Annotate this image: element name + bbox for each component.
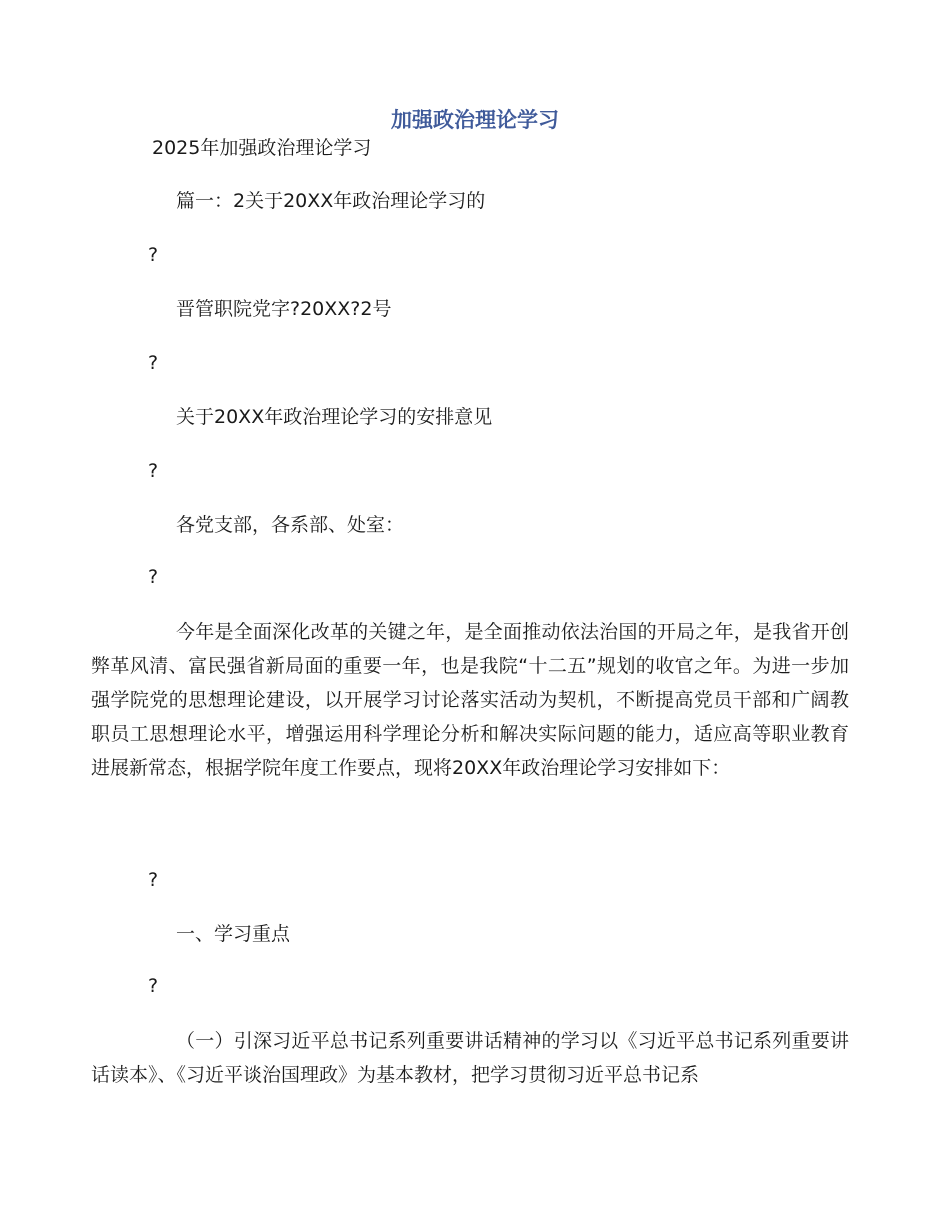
salutation: 各党支部，各系部、处室： xyxy=(176,514,405,536)
document-number: 晋管职院党字?20XX?2号 xyxy=(176,298,392,320)
placeholder-mark: ? xyxy=(148,975,159,997)
document-title: 加强政治理论学习 xyxy=(391,107,559,132)
notice-title: 关于20XX年政治理论学习的安排意见 xyxy=(176,406,493,428)
placeholder-mark: ? xyxy=(148,352,159,374)
placeholder-mark: ? xyxy=(148,460,159,482)
heading-study-focus: 一、学习重点 xyxy=(176,923,291,945)
intro-paragraph: 今年是全面深化改革的关键之年，是全面推动依法治国的开局之年，是我省开创弊革风清、富民强省新局面的重要一年，也是我院“十二五”规划的收官之年。为进一步加强学院党的思想理论建设，以开展学习讨论落实活动为契机，不断提高党员干部和广阔教职员工思想理论水平，增强运用科学理论分析和解决实际问题的能力，适应高等职业教育进展新常态，根据学院年度工作要点，现将20XX年政治理论学习安排如下： xyxy=(91,621,849,779)
section-heading: 篇一：2关于20XX年政治理论学习的 xyxy=(176,190,486,212)
document-subtitle: 2025年加强政治理论学习 xyxy=(152,137,372,159)
placeholder-mark: ? xyxy=(148,244,159,266)
item-paragraph-1: （一）引深习近平总书记系列重要讲话精神的学习以《习近平总书记系列重要讲话读本》、《习近平谈治国理政》为基本教材，把学习贯彻习近平总书记系 xyxy=(91,1030,849,1086)
placeholder-mark: ? xyxy=(148,869,159,891)
placeholder-mark: ? xyxy=(148,566,159,588)
